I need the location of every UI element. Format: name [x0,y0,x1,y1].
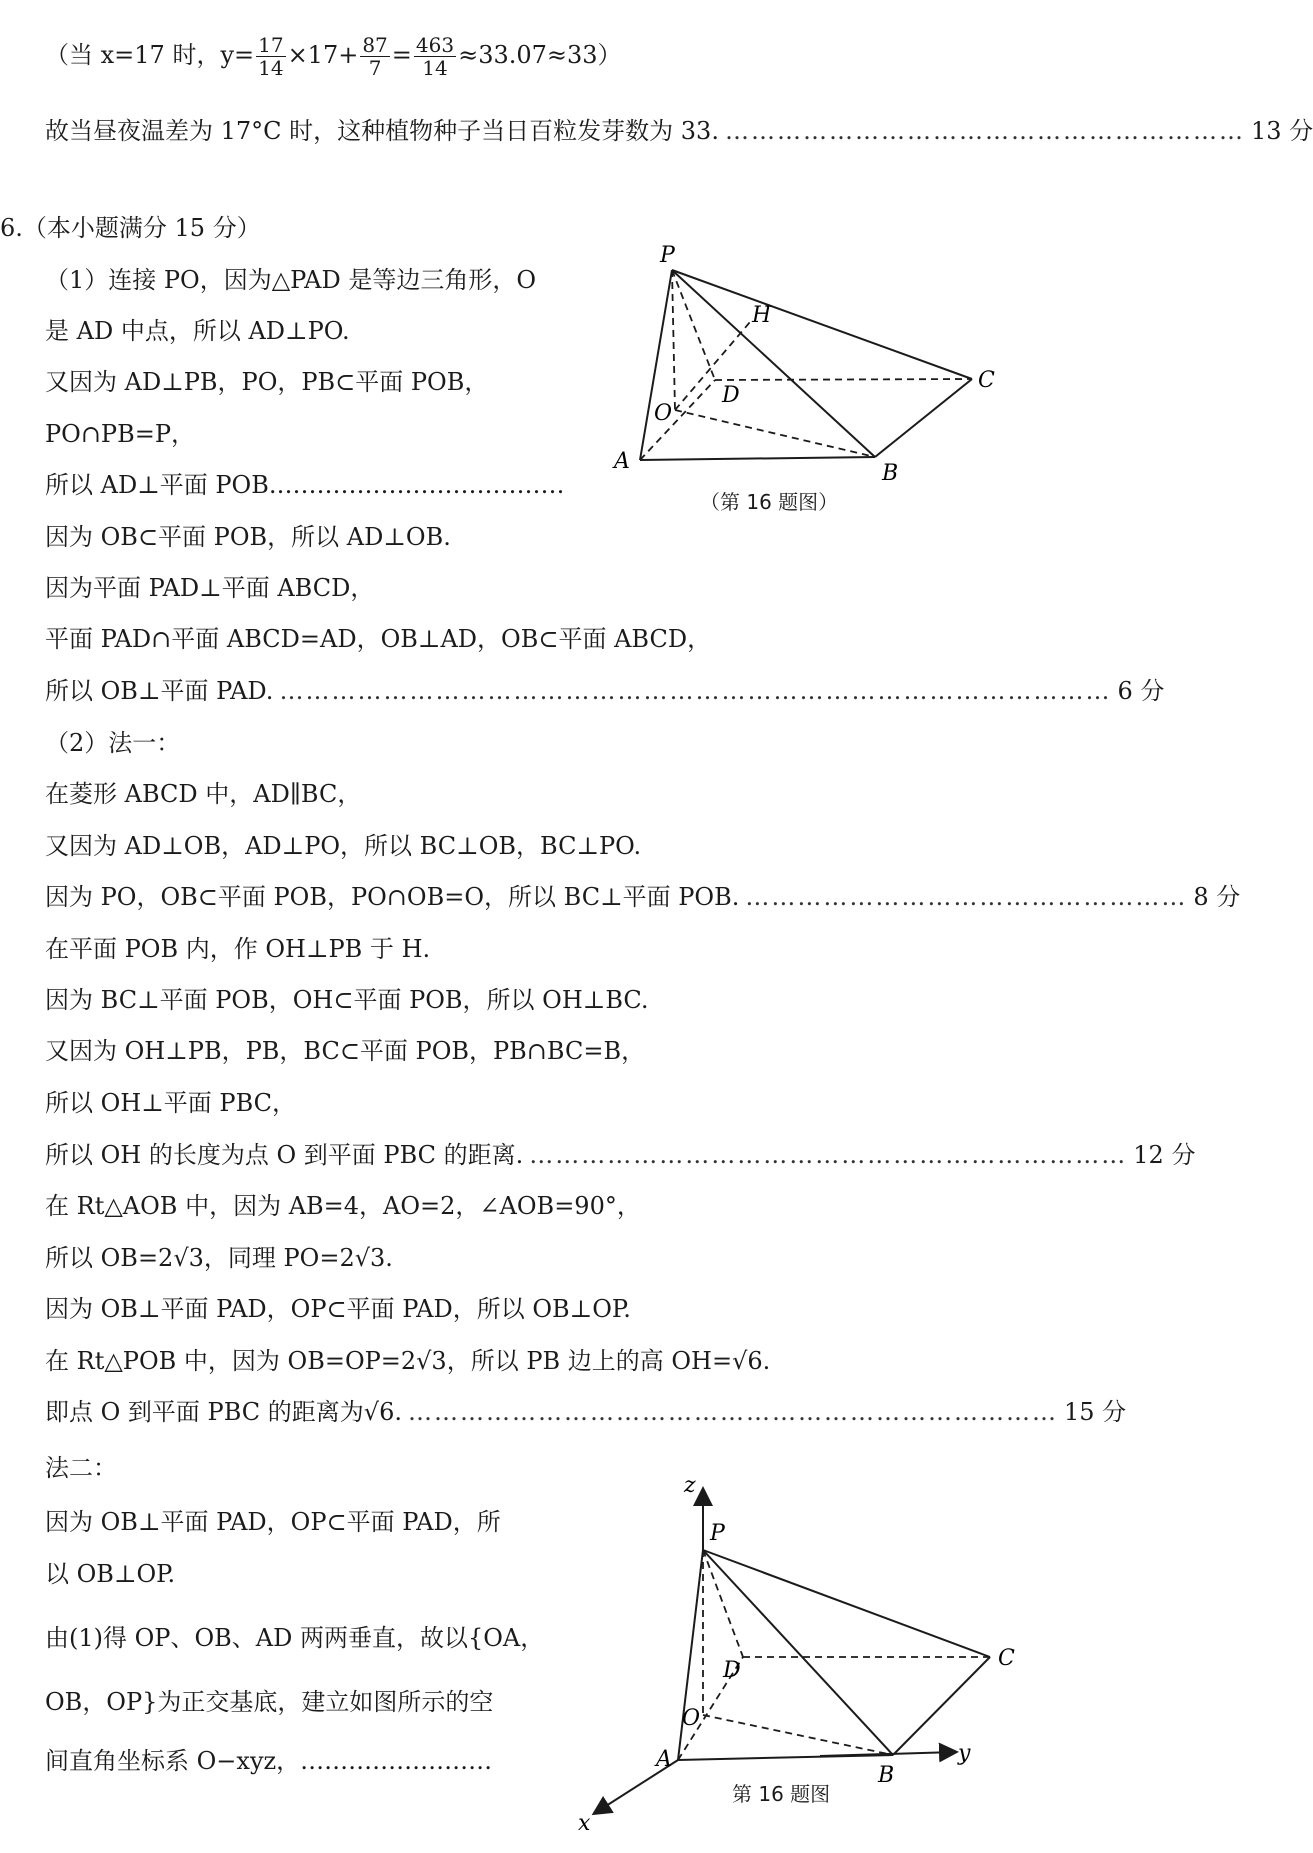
vertex-label-p: P [660,243,675,268]
score-line [45,1396,1127,1428]
vertex-label-c: C [978,368,995,393]
solution-line: （2）法一： [45,729,181,757]
score-line [45,1139,1196,1171]
leader-dots: …………………………………………………… [724,117,1245,145]
formula-result: ≈33.07≈33） [458,41,622,69]
score-line [45,675,1165,707]
vertex-label-d: D [722,383,740,408]
score-label: 6 分 [1117,677,1165,705]
fraction-463-14 [414,34,456,79]
solution-line: 因为 BC⊥平面 POB，OH⊂平面 POB，所以 OH⊥BC. [45,986,649,1014]
vertex-label-a: A [614,449,630,474]
vertex-label-h: H [752,303,772,328]
solution-text: 因为 PO，OB⊂平面 POB，PO∩OB=O，所以 BC⊥平面 POB. [45,883,740,911]
formula-times: ×17+ [287,41,359,69]
conclusion-line [45,115,1313,147]
solution-line: 在 Rt△AOB 中，因为 AB=4，AO=2，∠AOB=90°， [45,1192,641,1220]
solution-line: 所以 OB=2√3，同理 PO=2√3. [45,1244,393,1272]
solution-line: 因为平面 PAD⊥平面 ABCD， [45,574,375,602]
leader-dots: …………………………………………………………… [529,1141,1128,1169]
solution-line: 因为 OB⊥平面 PAD，OP⊂平面 PAD，所以 OB⊥OP. [45,1295,631,1323]
fraction-87-7 [360,34,389,79]
vertex-label-a: A [656,1747,672,1772]
vertex-label-d: D [723,1658,741,1683]
solution-line: 是 AD 中点，所以 AD⊥PO. [45,317,350,345]
fraction-17-14 [256,34,285,79]
vertex-label-p: P [710,1521,725,1546]
solution-line: 又因为 AD⊥OB，AD⊥PO，所以 BC⊥OB，BC⊥PO. [45,832,642,860]
pyramid-figure-2 [560,1470,1040,1840]
problem-heading: 6.（本小题满分 15 分） [0,214,261,242]
solution-text: 即点 O 到平面 PBC 的距离为√6. [45,1398,402,1426]
solution-line: 在平面 POB 内，作 OH⊥PB 于 H. [45,935,431,963]
figure-caption-1: （第 16 题图） [700,490,839,514]
vertex-label-c: C [998,1646,1015,1671]
solution-line: 又因为 OH⊥PB，PB，BC⊂平面 POB，PB∩BC=B， [45,1037,646,1065]
vertex-label-o: O [682,1706,701,1731]
vertex-label-b: B [882,461,899,486]
solution-line: 所以 AD⊥平面 POB.……………………………… [45,471,565,499]
solution-line: 平面 PAD∩平面 ABCD=AD，OB⊥AD，OB⊂平面 ABCD， [45,625,712,653]
solution-line: 以 OB⊥OP. [45,1560,176,1588]
score-label: 8 分 [1193,883,1241,911]
solution-line: （1）连接 PO，因为△PAD 是等边三角形，O [45,266,537,294]
solution-line: 由(1)得 OP、OB、AD 两两垂直，故以{OA， [45,1624,545,1652]
score-label: 15 分 [1063,1398,1127,1426]
formula-equals: = [391,41,412,69]
vertex-label-o: O [654,401,673,426]
leader-dots: …………………………………………… [745,883,1188,911]
leader-dots: ………………………………………………………………… [407,1398,1058,1426]
score-label: 13 分 [1250,117,1313,145]
solution-line: 法二： [45,1454,117,1482]
solution-line: 因为 OB⊥平面 PAD，OP⊂平面 PAD，所 [45,1508,501,1536]
pyramid-figure-1 [600,240,1020,530]
formula-prefix: （当 x=17 时，y= [45,41,255,69]
formula-line [45,34,622,79]
figure-caption-2: 第 16 题图 [732,1782,831,1806]
fraction-denominator: 14 [258,56,284,80]
fraction-numerator: 17 [258,33,284,57]
vertex-label-b: B [878,1763,895,1788]
conclusion-text: 故当昼夜温差为 17°C 时，这种植物种子当日百粒发芽数为 33. [45,117,719,145]
solution-line: 所以 OH⊥平面 PBC， [45,1089,297,1117]
axis-label-x: x [578,1811,591,1836]
solution-text: 所以 OH 的长度为点 O 到平面 PBC 的距离. [45,1141,524,1169]
score-label: 12 分 [1133,1141,1196,1169]
axis-label-z: z [684,1473,696,1498]
solution-line: 在菱形 ABCD 中，AD∥BC， [45,780,362,808]
solution-line: 在 Rt△POB 中，因为 OB=OP=2√3，所以 PB 边上的高 OH=√6. [45,1347,771,1375]
fraction-denominator: 14 [422,56,448,80]
solution-line: 又因为 AD⊥PB，PO，PB⊂平面 POB， [45,368,489,396]
solution-line: 间直角坐标系 O−xyz，…………………… [45,1747,493,1775]
axis-label-y: y [958,1741,971,1766]
fraction-numerator: 463 [415,33,455,57]
solution-text: 所以 OB⊥平面 PAD. [45,677,274,705]
solution-line: OB，OP}为正交基底，建立如图所示的空 [45,1688,494,1716]
solution-line: PO∩PB=P， [45,420,195,448]
fraction-numerator: 87 [362,33,388,57]
solution-line: 因为 OB⊂平面 POB，所以 AD⊥OB. [45,523,451,551]
leader-dots: …………………………………………………………………………………… [279,677,1112,705]
fraction-denominator: 7 [368,56,382,80]
score-line [45,881,1241,913]
